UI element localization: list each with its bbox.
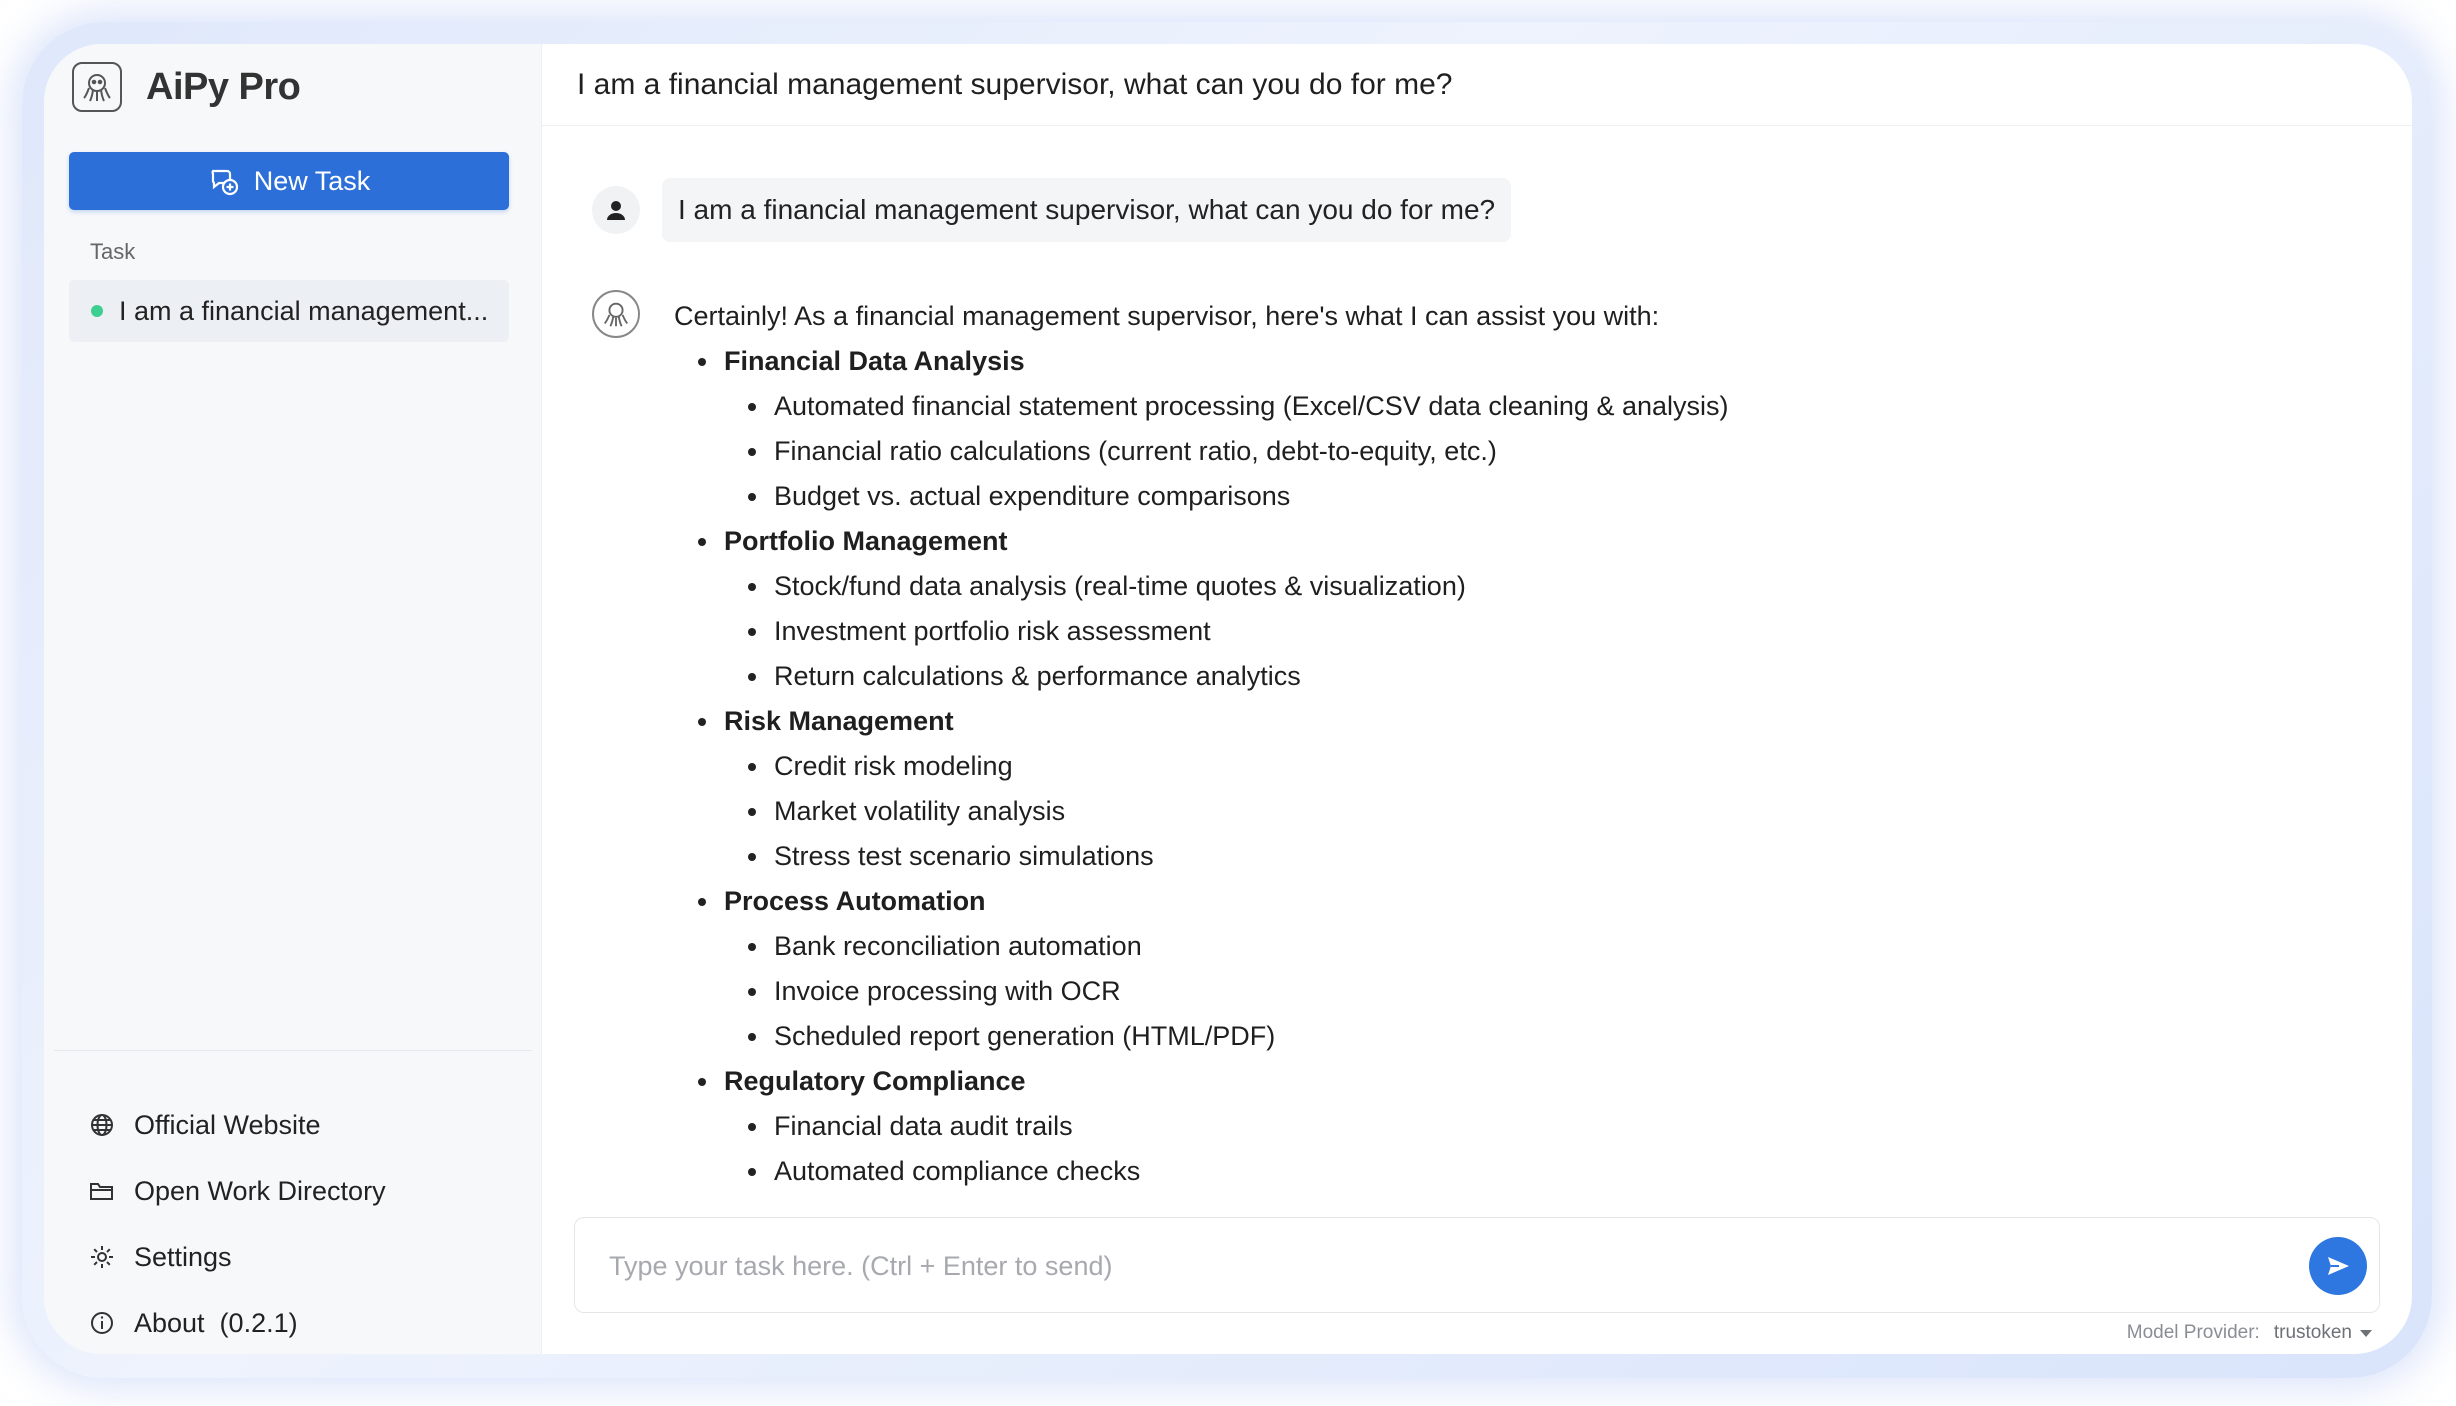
capability-list xyxy=(674,339,2274,1194)
capability-item-text: Invoice processing with OCR xyxy=(774,976,1121,1006)
capability-item xyxy=(674,744,2274,789)
chat-main xyxy=(542,44,2412,1354)
octopus-logo-icon xyxy=(72,62,122,112)
capability-item-text: Investment portfolio risk assessment xyxy=(774,616,1211,646)
capability-item-text: Stress test scenario simulations xyxy=(774,841,1154,871)
capability-item xyxy=(674,1014,2274,1059)
capability-item xyxy=(674,834,2274,879)
bullet-icon xyxy=(698,538,706,546)
capability-item-text: Return calculations & performance analytics xyxy=(774,661,1301,691)
capability-item-text: Budget vs. actual expenditure comparisons xyxy=(774,481,1291,511)
capability-section-title: Risk Management xyxy=(724,706,954,736)
bullet-icon xyxy=(698,358,706,366)
capability-item-text: Financial data audit trails xyxy=(774,1111,1073,1141)
official-website-link[interactable] xyxy=(88,1092,386,1158)
capability-item-text: Automated financial statement processing (Excel/CSV data cleaning & analysis) xyxy=(774,391,1729,421)
info-icon xyxy=(88,1309,116,1337)
task-status-dot xyxy=(91,305,103,317)
bullet-icon xyxy=(698,1078,706,1086)
capability-section xyxy=(674,699,2274,744)
bullet-icon xyxy=(748,628,756,636)
bullet-icon xyxy=(748,583,756,591)
send-icon xyxy=(2323,1251,2353,1281)
user-message-row xyxy=(592,178,1511,242)
send-button[interactable] xyxy=(2309,1237,2367,1295)
capability-section xyxy=(674,1059,2274,1104)
capability-section-title: Financial Data Analysis xyxy=(724,346,1025,376)
bullet-icon xyxy=(748,763,756,771)
caret-down-icon[interactable] xyxy=(2360,1330,2372,1337)
capability-item xyxy=(674,429,2274,474)
capability-item-text: Scheduled report generation (HTML/PDF) xyxy=(774,1021,1276,1051)
model-provider xyxy=(2127,1322,2372,1344)
capability-item xyxy=(674,924,2274,969)
assistant-message xyxy=(674,294,2274,1194)
capability-item-text: Financial ratio calculations (current ratio, debt-to-equity, etc.) xyxy=(774,436,1497,466)
bullet-icon xyxy=(748,943,756,951)
task-item-label: I am a financial management... xyxy=(119,295,489,326)
capability-section xyxy=(674,879,2274,924)
bullet-icon xyxy=(748,448,756,456)
bullet-icon xyxy=(748,493,756,501)
capability-section xyxy=(674,519,2274,564)
capability-item xyxy=(674,474,2274,519)
capability-item-text: Bank reconciliation automation xyxy=(774,931,1142,961)
model-provider-select[interactable]: trustoken xyxy=(2273,1322,2352,1343)
sidebar-divider xyxy=(54,1050,532,1051)
chat-title: I am a financial management supervisor, what can you do for me? xyxy=(542,44,2412,126)
assistant-avatar-icon xyxy=(592,290,640,338)
globe-icon xyxy=(88,1111,116,1139)
folder-icon xyxy=(88,1177,116,1205)
user-avatar-icon xyxy=(592,186,640,234)
bullet-icon xyxy=(698,898,706,906)
new-task-button[interactable] xyxy=(69,152,509,210)
bullet-icon xyxy=(748,1168,756,1176)
settings-label: Settings xyxy=(134,1241,232,1272)
assistant-intro: Certainly! As a financial management supervisor, here's what I can assist you with: xyxy=(674,301,1660,331)
bullet-icon xyxy=(748,988,756,996)
sidebar xyxy=(44,44,542,1354)
brand xyxy=(72,62,300,112)
capability-item-text: Automated compliance checks xyxy=(774,1156,1141,1186)
new-chat-icon xyxy=(208,165,240,197)
capability-item xyxy=(674,564,2274,609)
bullet-icon xyxy=(748,853,756,861)
model-provider-label: Model Provider: xyxy=(2126,1322,2260,1343)
open-work-directory-link[interactable] xyxy=(88,1158,386,1224)
capability-item xyxy=(674,1104,2274,1149)
open-work-directory-label: Open Work Directory xyxy=(134,1175,386,1206)
capability-item xyxy=(674,1149,2274,1194)
bullet-icon xyxy=(698,718,706,726)
capability-item-text: Market volatility analysis xyxy=(774,796,1066,826)
capability-item xyxy=(674,384,2274,429)
about-label: About (0.2.1) xyxy=(134,1307,298,1338)
capability-item xyxy=(674,789,2274,834)
new-task-label: New Task xyxy=(253,165,371,196)
capability-item xyxy=(674,609,2274,654)
task-input[interactable] xyxy=(607,1218,2311,1314)
capability-section-title: Process Automation xyxy=(724,886,986,916)
task-list-item[interactable] xyxy=(69,280,509,342)
task-input-box xyxy=(574,1217,2380,1313)
bullet-icon xyxy=(748,673,756,681)
app-name: AiPy Pro xyxy=(146,65,301,108)
bullet-icon xyxy=(748,808,756,816)
capability-section-title: Portfolio Management xyxy=(724,526,1008,556)
capability-item-text: Stock/fund data analysis (real-time quotes & visualization) xyxy=(774,571,1466,601)
capability-item xyxy=(674,969,2274,1014)
capability-section xyxy=(674,339,2274,384)
task-section-heading: Task xyxy=(90,239,136,264)
sidebar-links xyxy=(88,1092,386,1354)
user-message-bubble: I am a financial management supervisor, what can you do for me? xyxy=(662,178,1511,242)
app-window xyxy=(44,44,2412,1354)
bullet-icon xyxy=(748,403,756,411)
capability-item-text: Credit risk modeling xyxy=(774,751,1013,781)
official-website-label: Official Website xyxy=(134,1109,321,1140)
about-link[interactable] xyxy=(88,1290,386,1354)
gear-icon xyxy=(88,1243,116,1271)
settings-link[interactable] xyxy=(88,1224,386,1290)
capability-section-title: Regulatory Compliance xyxy=(724,1066,1026,1096)
bullet-icon xyxy=(748,1033,756,1041)
capability-item xyxy=(674,654,2274,699)
bullet-icon xyxy=(748,1123,756,1131)
